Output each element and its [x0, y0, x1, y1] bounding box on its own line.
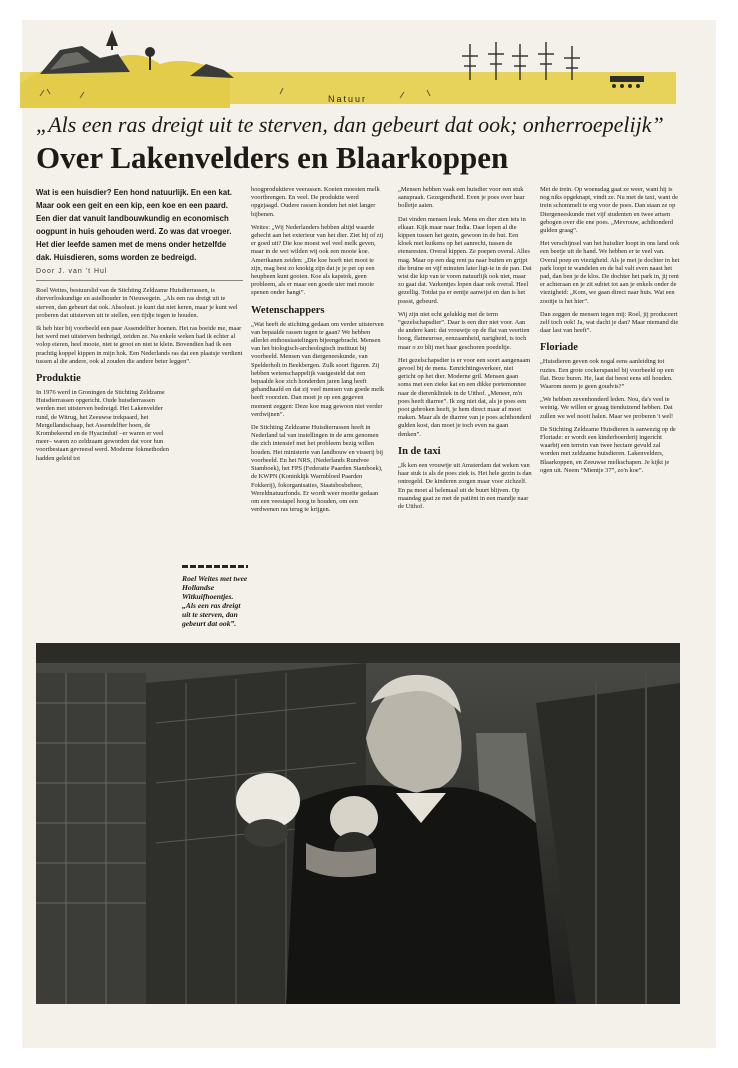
column-3	[398, 186, 532, 641]
paragraph: „Ik ken een vrouwtje uit Amsterdam dat weken van haar stuk is als de poes ziek is. Het hele gezin is dan ontregeld. De kinderen zorgen maar voor zichzelf. En pa moet al helemaal uit de buurt blijven. Op maandag gaat ze met de patiënt in een mandje naar de Uithof.	[398, 461, 532, 510]
article-photo	[36, 643, 680, 1004]
column-2	[251, 186, 385, 641]
subheading: Wetenschappers	[251, 304, 325, 316]
paragraph: „We hebben zevenhonderd leden. Nou, da's veel te weinig. We willen er graag tienduizend hebben. Dat zullen we wel nooit halen. Maar we proberen 't wel!	[540, 396, 674, 420]
paragraph: Weites: „Wij Nederlanders hebben altijd waarde gehecht aan het exterieur van het dier. Ziet hij of zij er goed uit? Die koe moest wel veel melk geven, maar in de wei wilden wij ook een mooie koe. Amerikanen zeiden: „Die koe hoeft niet mooi te zijn, mag best zo knokig zijn dat je je pet op een heupbeen kunt gooien. Koe als kapstok, geen probleem, als er maar een goede uier met mooie spenen onder hangt”.	[251, 223, 384, 297]
column-4	[540, 186, 680, 641]
caption-rule	[182, 565, 248, 568]
article-intro: Wat is een huisdier? Een hond natuurlijk. En een kat. Maar ook een geit en een kip, een koe en een paard. Een dier dat vanuit landbouwkundig en economisch oogpunt in huis gehouden werd. Zo was dat vroeger. Het dier leefde samen met de mens onder hetzelfde dak. Huisdieren, soms worden ze bedreigd.	[36, 188, 232, 262]
paragraph: Dan zeggen de mensen tegen mij: Roel, jij produceert zelf toch ook! Ja, wat dacht je dan? Maar niemand die daar last van heeft”.	[540, 310, 679, 335]
paragraph: „Huisdieren geven ook nogal eens aanleiding tot ruzies. Een grote cockerspaniel bij voorbeeld op een flat. Boze buren. He, laat dat beest eens stil houden. Waarom neem je geen goudvis?”	[540, 358, 674, 391]
paragraph: Met de trein. Op woensdag gaat ze weer, want hij is nog niks opgeknapt, vindt ze. Nu met de taxi, want de trein schommelt te erg voor de poes. Dan staan ze op Diergeneeskunde met vijf studenten en twee artsen gebogen over die ene poes. „Mevrouw, achthonderd gulden graag”.	[540, 186, 678, 235]
subheading: In de taxi	[398, 445, 441, 457]
subheading: Floriade	[540, 342, 578, 354]
paragraph: De Stichting Zeldzame Huisdierrassen heeft in Nederland tal van instellingen in de arm genomen die zich intensief met het probleem bezig willen houden. Het ministerie van landbouw en visserij bij voorbeeld. En het NRS, (Nederlands Rundvee Stamboek), het FPS (Federatie Paarden Stamboek), de KWPN (Koninklijk Warmbloed Paarden Fokkerij), fokorganisaties, Staatsbosbeheer, Wereldnatuurfonds. Er wordt weer moeite gedaan om een veestapel hoog te houden, om een verdwenen ras terug te krijgen.	[251, 424, 384, 514]
paragraph: In 1976 werd in Groningen de Stichting Zeldzame Huisdierrassen opgericht. Oude huisdierrassen werden met uitsterven bedreigd. Het Lakenvelder rund, de Witrug, het Zeeuwse trekpaard, het Mergellandschaap, het Assendelfter hoen, de Krombekeend en de Hyacinduif –er waren er veel meer– waren zo zeldzaam geworden dat voor hun voortbestaan gevreesd werd. Moderne fokmethoden hadden geleid tot	[36, 389, 169, 462]
photo-caption	[182, 562, 248, 628]
byline: Door J. van 't Hul	[36, 268, 243, 281]
paragraph: Dat vinden mensen leuk. Mens en dier zien iets in elkaar. Kijk maar naar India. Daar lopen al die kippen tussen het gezin, gewoon in de hut. Een kloek met kuikens op het aanrecht, tussen de etensresten. Overal kippen. Ze poepen overal. Alles mag. Maar op een dag rent pa naar buiten en grijpt die bruine en vijf minuten later ligt-ie in de pan. Dat wist die kip van te voren natuurlijk ook niet, maar zo gaat dat. Varkentjes lopen daar ook overal. Heel gezellig. Totdat pa er eentje aanwijst en dan is het psssst, gebeurd.	[398, 215, 532, 305]
caption-text: Roel Weites met twee Hollandse Witkuifhoentjes. „Als een ras dreigt uit te sterven, dan gebeurt dat ook”.	[182, 574, 248, 628]
paragraph: De Stichting Zeldzame Huisdieren is aanwezig op de Floriade: er wordt een kinderboerderij ingericht waarbij een terrein van twee hectare gevuld zal worden met zeldzame huisdieren. Lakenvelders, Blaarkoppen, en Zeeuwse melkschapen. Je kijkt je ogen uit. Neem “Mientje 37”, zo'n koe”.	[540, 425, 676, 474]
paragraph: Het gezelschapsdier is er voor een soort aangenaam gevoel bij de mens. Eenrichtingsverkeer, niet gericht op het dier. Moderne gril. Mensen gaan soms met een zieke kat en een dikke portemonnee naar de dierenkliniek in de Uithof. „Meneer, m'n poes heeft diarree”. Ik zeg niet dat, als je poes een poot gebroken heeft, je hem direct maar af moet maken. Maar als de diarree van je poes achthonderd gulden kost, dan moet je toch even na gaan denken”.	[398, 356, 531, 438]
section-label: Natuur	[328, 94, 368, 104]
paragraph: Het verschijnsel van het huisdier loopt in ons land ook een beetje uit de hand. We hebben er te veel van. Overal poep en viezigheid. Als je met je dochter in het park loopt te wandelen en de bal valt even naast het pad, dan ben je de klos. De dochter het park in, jij rent er achteraan en je zit subiet tot aan je enkels onder de viezigheid: „Kom, we gaan direct naar huis. Wat een zooitje is het hier”.	[540, 240, 680, 305]
paragraph: Ik heb hier bij voorbeeld een paar Assendelfter hoenen. Het ras boeide me, maar het werd met uitsterven bedreigd, zeiden ze. Na enkele weken had ik echter al volop eieren, heel mooie, niet te groot en niet te klein. Bovendien had ik een prachtig koppel kippen in mijn hok. Een Nederlands ras dat een plaatsje verdient tussen al die andere, ook al zouden die andere beter leggen”.	[36, 325, 243, 365]
paragraph: Roel Weites, bestuurslid van de Stichting Zeldzame Huisdierrassen, is dierverloskundige en asielhouder in Nieuwegein. „Als een ras dreigt uit te sterven, dan gebeurt dat ook. Absoluut. je kunt dat niet keren, maar je kunt wel proberen dat uitsterven uit te stellen, een tijdje tegen te houden.	[36, 287, 238, 319]
article-headline: Over Lakenvelders en Blaarkoppen	[36, 140, 509, 175]
paragraph: hoogproduktieve veerassen. Koeien moesten melk voortbrengen. En veel. De produktie werd opgejaagd. Oudere rassen konden het niet langer bijbenen.	[251, 186, 380, 218]
paragraph: „Mensen hebben vaak een huisdier voor een stuk aanspraak. Gezegendheid. Even je poes over haar bolletje aaien.	[398, 186, 525, 210]
paragraph: Wij zijn niet echt gelukkig met de term “gezelschapsdier”. Daar is een dier niet voor. Aan de andere kant: dat vrouwtje op de flat van veertien hoog, flatneurose, eenzaamheid, narigheid, is toch maar o zo blij met haar geschoren poedeltje.	[398, 310, 530, 351]
subheading: Produktie	[36, 373, 81, 385]
paragraph: „Wat heeft de stichting gedaan om verder uitsterven van bepaalde rassen tegen te gaan? We hebben allerlei enthousiastelingen bijeengebracht. Mensen van het biologisch-archeologisch instituut bij voorbeeld. Mensen van diergeneeskunde, van Spelderholt in Beekbergen. Zulk soort figuren. Zij hebben wetenschappelijk vastgesteld dat een bepaalde koe zich honderden jaren lang heeft gehandhaafd en dat zij veel mensen van goede melk heeft voorzien. Dan moet je op een gegeven moment zeggen: Deze koe mag gewoon niet verder verdwijnen”.	[251, 320, 385, 418]
article-kicker: „Als een ras dreigt uit te sterven, dan gebeurt dat ook; onherroepelijk”	[36, 112, 664, 137]
